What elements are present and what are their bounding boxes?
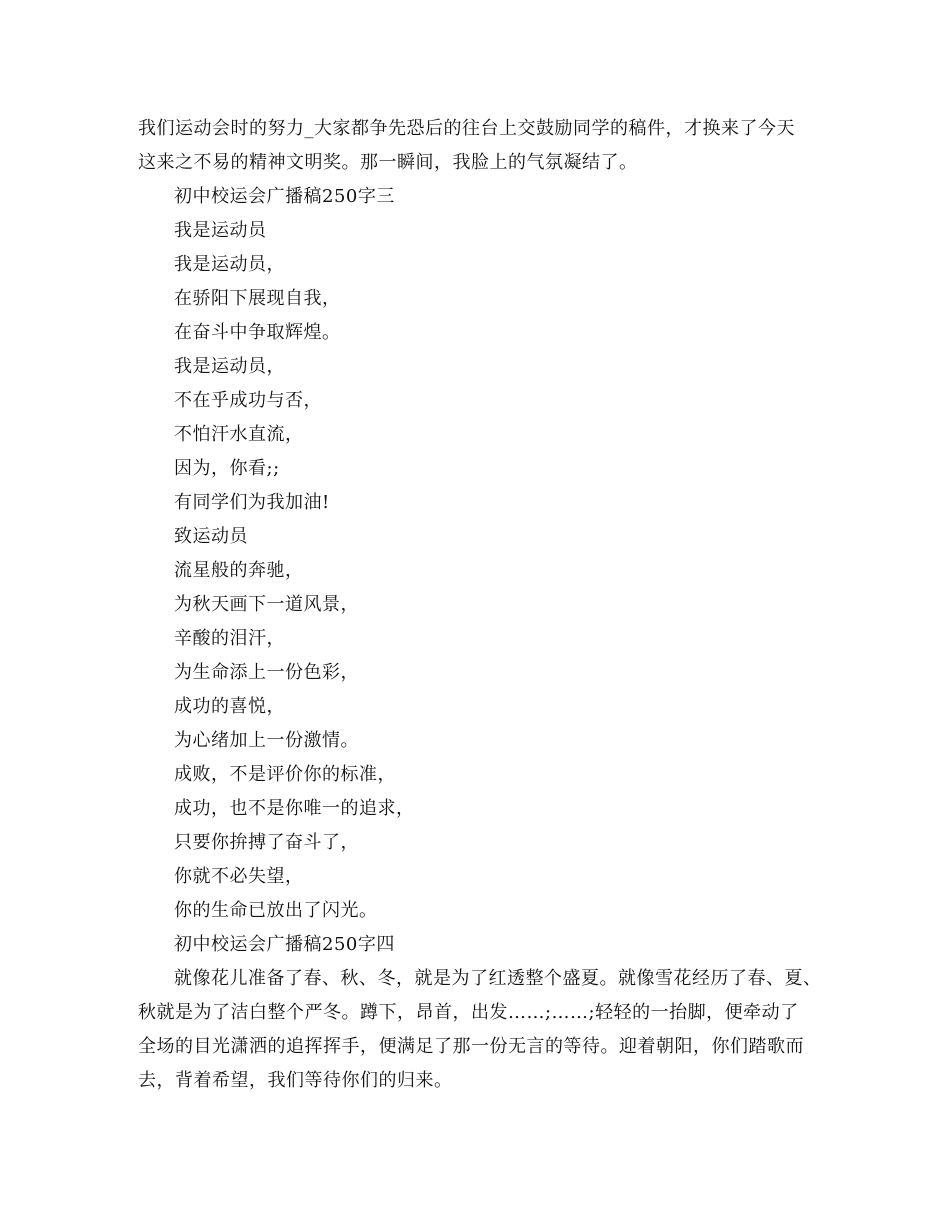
poem-line: 成败，不是评价你的标准， bbox=[174, 764, 396, 785]
section-heading-3: 初中校运会广播稿250字三 bbox=[174, 186, 395, 207]
poem-line: 辛酸的泪汗， bbox=[174, 628, 285, 649]
poem-line: 在奋斗中争取辉煌。 bbox=[174, 322, 341, 343]
poem-line: 为生命添上一份色彩， bbox=[174, 662, 359, 683]
paragraph-line: 就像花儿准备了春、秋、冬，就是为了红透整个盛夏。就像雪花经历了春、夏、 bbox=[174, 968, 822, 989]
paragraph-line: 去，背着希望，我们等待你们的归来。 bbox=[138, 1070, 453, 1091]
poem-line: 有同学们为我加油! bbox=[174, 492, 330, 513]
poem-title: 我是运动员 bbox=[174, 220, 267, 241]
poem-line: 为秋天画下一道风景， bbox=[174, 594, 359, 615]
paragraph-line: 这来之不易的精神文明奖。那一瞬间，我脸上的气氛凝结了。 bbox=[138, 152, 638, 173]
poem-line: 你就不必失望， bbox=[174, 866, 304, 887]
poem-line: 在骄阳下展现自我， bbox=[174, 288, 341, 309]
poem-line: 因为，你看;; bbox=[174, 458, 280, 479]
poem-line: 你的生命已放出了闪光。 bbox=[174, 900, 378, 921]
poem-line: 成功，也不是你唯一的追求， bbox=[174, 798, 415, 819]
paragraph-line: 全场的目光潇洒的追挥挥手，便满足了那一份无言的等待。迎着朝阳，你们踏歌而 bbox=[138, 1036, 804, 1057]
document-body bbox=[138, 112, 838, 1098]
paragraph-line: 我们运动会时的努力_大家都争先恐后的往台上交鼓励同学的稿件，才换来了今天 bbox=[138, 118, 795, 139]
poem-line: 不在乎成功与否， bbox=[174, 390, 322, 411]
poem-line: 不怕汗水直流， bbox=[174, 424, 304, 445]
poem-line: 成功的喜悦， bbox=[174, 696, 285, 717]
poem-line: 流星般的奔驰， bbox=[174, 560, 304, 581]
paragraph-line: 秋就是为了洁白整个严冬。蹲下，昂首，出发……;……;轻轻的一抬脚，便牵动了 bbox=[138, 1002, 799, 1023]
poem-line: 我是运动员， bbox=[174, 356, 285, 377]
poem-line: 我是运动员， bbox=[174, 254, 285, 275]
poem-line: 只要你拚搏了奋斗了， bbox=[174, 832, 359, 853]
poem-title: 致运动员 bbox=[174, 526, 248, 547]
poem-line: 为心绪加上一份激情。 bbox=[174, 730, 359, 751]
section-heading-4: 初中校运会广播稿250字四 bbox=[174, 934, 395, 955]
